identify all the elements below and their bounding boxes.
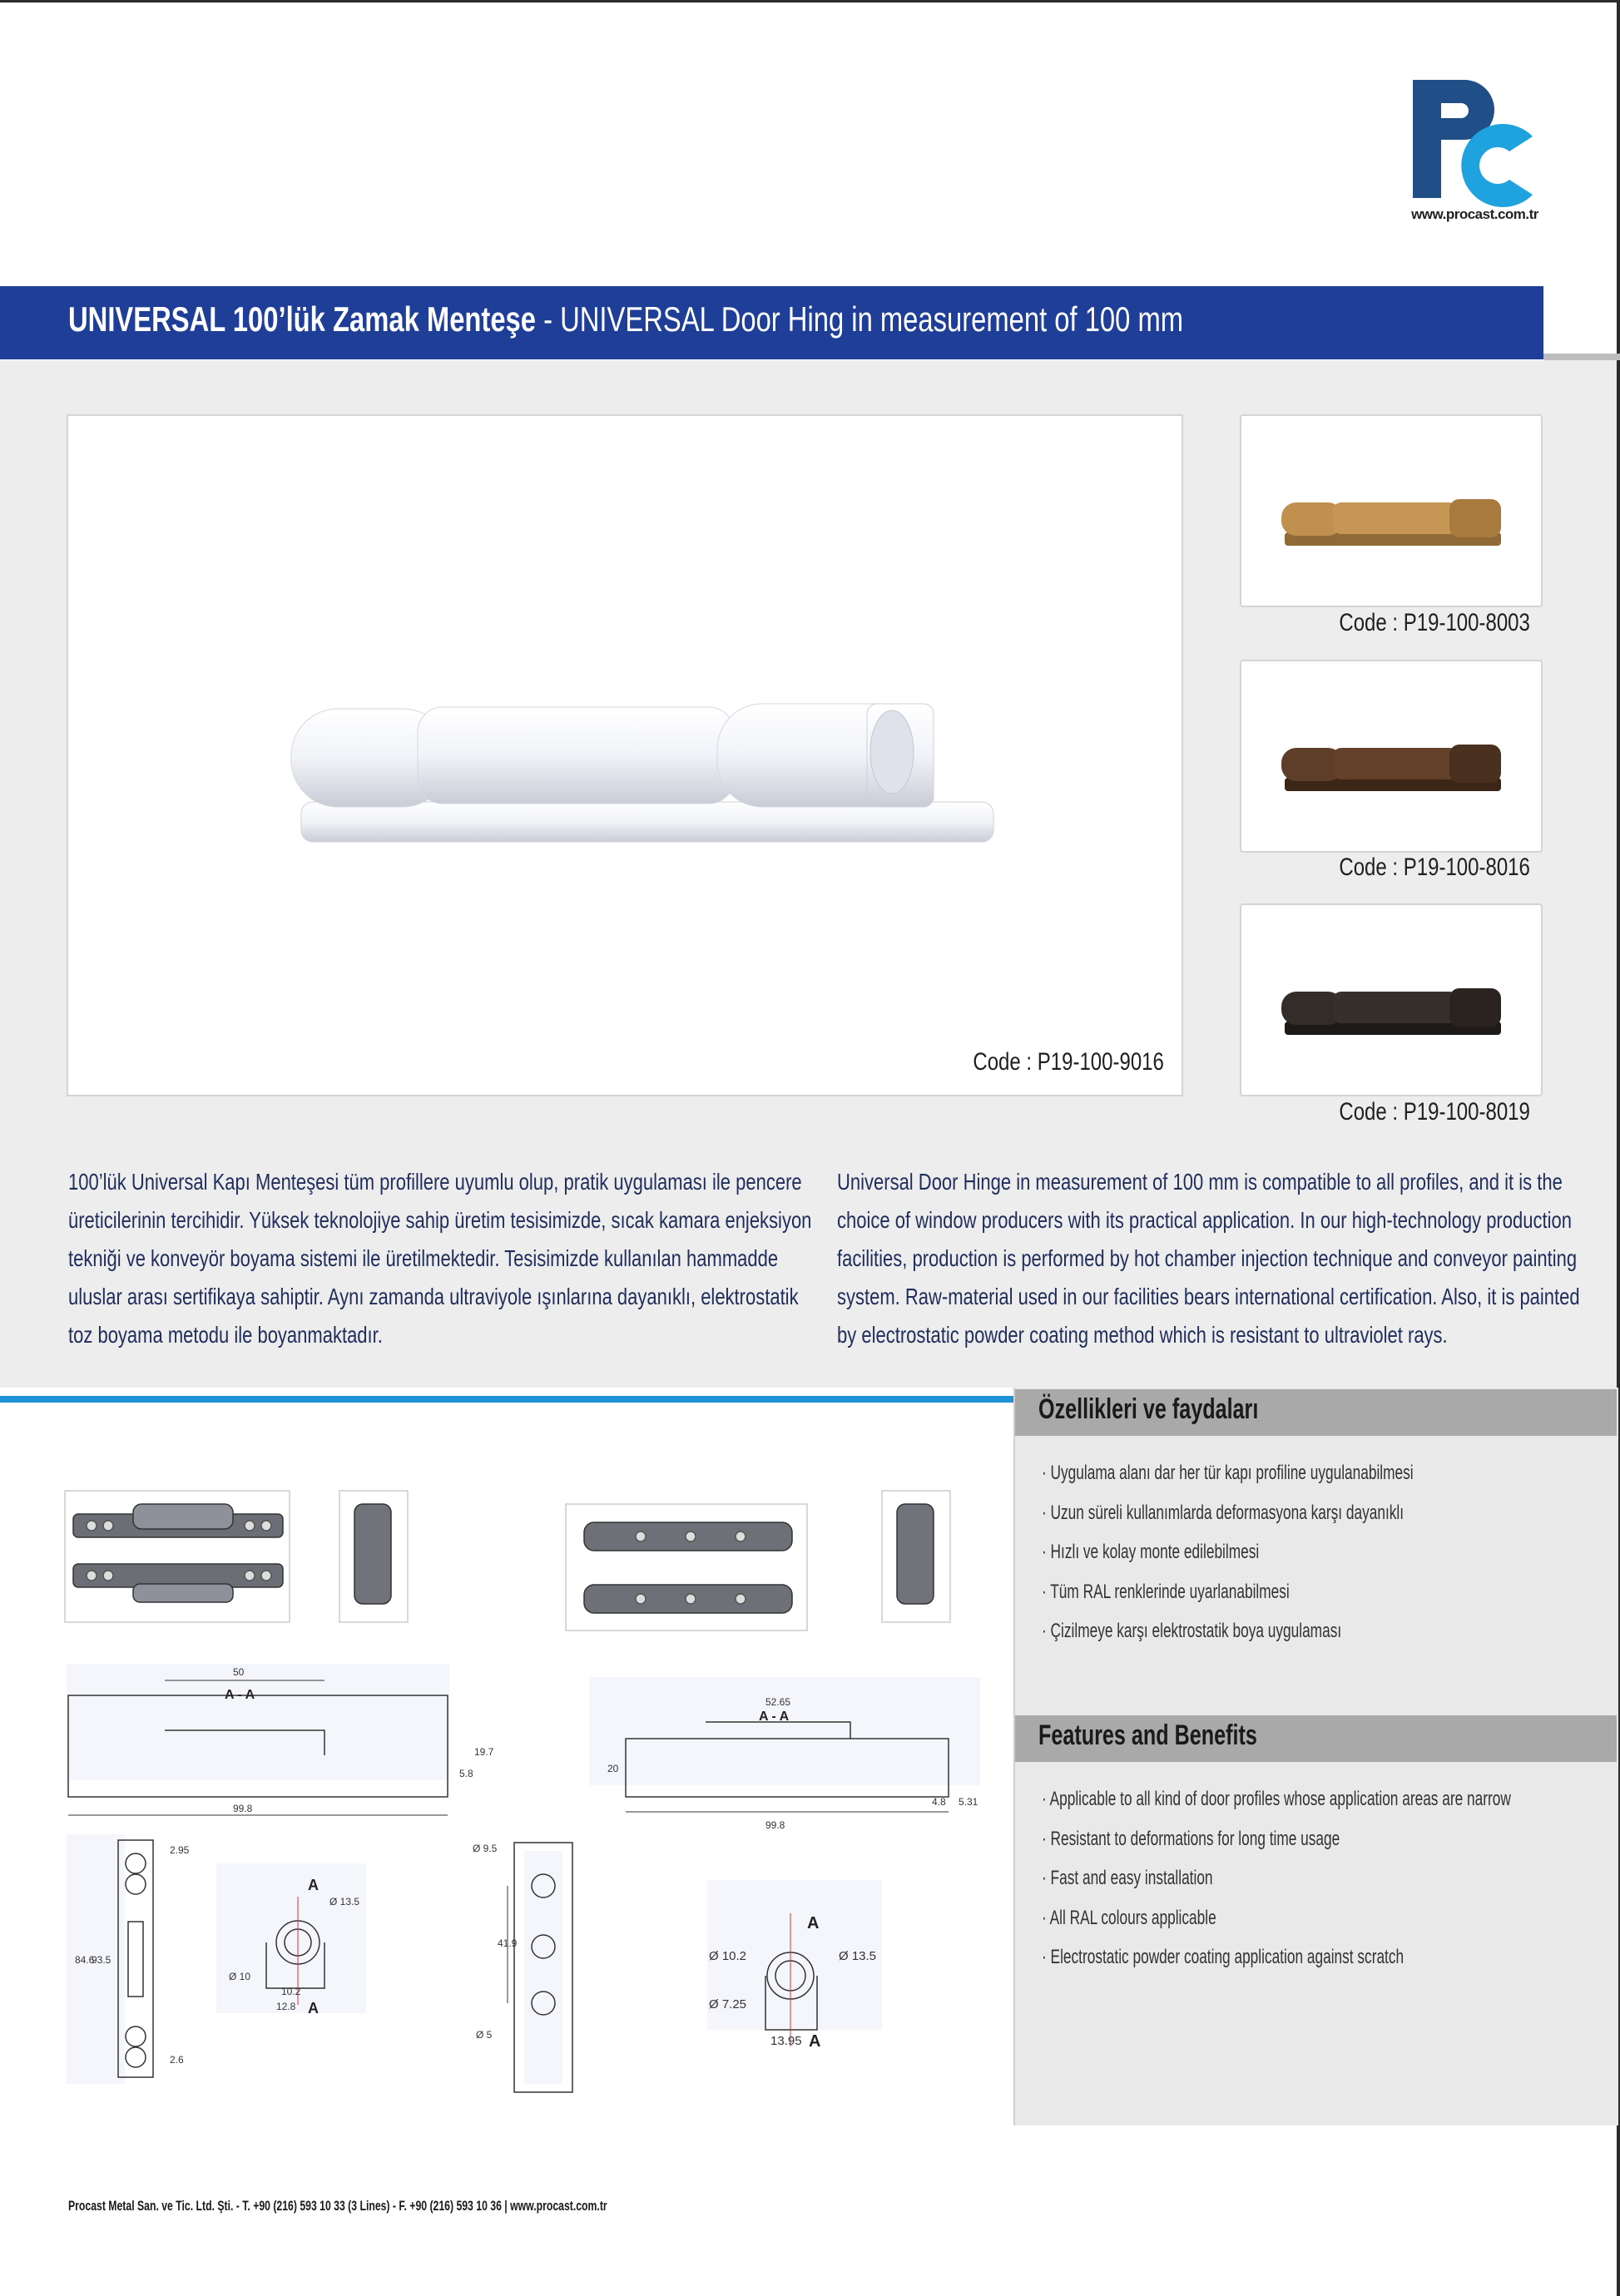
feature-tr-item: · Uzun süreli kullanımlarda deformasyona karşı dayanıklı (1042, 1501, 1404, 1524)
variant-code-8016: Code : P19-100-8016 (1339, 854, 1530, 881)
left-detail-d10: Ø 10 (229, 1971, 251, 1982)
logo-url[interactable]: www.procast.com.tr (1411, 206, 1538, 222)
feature-tr-item: · Tüm RAL renklerinde uyarlanabilmesi (1042, 1580, 1290, 1603)
center-plate-drawing (508, 1843, 572, 2092)
description-tr-line: tekniği ve konveyör boyama sistemi ile üretilmektedir. Tesisimizde kullanılan hammadde (68, 1245, 779, 1271)
description-en (837, 1163, 1620, 1354)
right-detail-drawing (707, 1880, 882, 2046)
title-tr: UNIVERSAL 100’lük Zamak Menteşe (68, 299, 537, 339)
white-hinge-image (68, 416, 1182, 1095)
left-detail-a-top: A (308, 1877, 319, 1893)
right-3d-views (566, 1491, 950, 1630)
right-detail-d7-25: Ø 7.25 (709, 1997, 747, 2011)
feature-en-item: · All RAL colours applicable (1042, 1906, 1216, 1929)
technical-drawings (58, 1481, 998, 2113)
plate-dim-d9-5: Ø 9.5 (473, 1843, 498, 1854)
feature-en-item: · Fast and easy installation (1042, 1867, 1213, 1889)
description-tr (68, 1163, 837, 1354)
page-border-top (0, 0, 1620, 2)
left-dim-99-8: 99.8 (233, 1803, 253, 1814)
description-en-line: choice of window producers with its practical application. In our high-technology production (837, 1207, 1572, 1233)
left-dim-2-6: 2.6 (170, 2054, 184, 2066)
left-dim-19-7: 19.7 (474, 1746, 494, 1758)
title-bar-accent (1543, 354, 1620, 360)
description-tr-line: 100’lük Universal Kapı Menteşesi tüm profillere uyumlu olup, pratik uygulaması ile pencere (68, 1169, 802, 1195)
feature-en-item: · Applicable to all kind of door profiles whose application areas are narrow (1042, 1788, 1511, 1810)
plate-dim-41-9: 41.9 (498, 1937, 518, 1949)
feature-en-item: · Electrostatic powder coating application against scratch (1042, 1946, 1404, 1968)
features-en-heading: Features and Benefits (1038, 1720, 1257, 1751)
variant-thumb-8003[interactable] (1240, 414, 1543, 607)
left-dim-93-5: 93.5 (92, 1954, 111, 1966)
features-tr-list (1042, 1453, 1414, 1651)
right-detail-d13-5: Ø 13.5 (839, 1949, 877, 1963)
right-detail-d10-2: Ø 10.2 (709, 1949, 747, 1963)
right-section-label: A - A (759, 1710, 790, 1724)
right-detail-13-95: 13.95 (770, 2034, 802, 2048)
features-en-list (1042, 1779, 1511, 1977)
feature-tr-item: · Uygulama alanı dar her tür kapı profiline uygulanabilmesi (1042, 1462, 1414, 1484)
section-divider-blue (0, 1396, 1013, 1403)
main-product-photo (67, 414, 1183, 1096)
right-detail-a-bottom: A (809, 2032, 821, 2051)
left-dim-2-95: 2.95 (170, 1844, 190, 1856)
description-en-line: facilities, production is performed by hot chamber injection technique and conveyor painting (837, 1245, 1578, 1271)
feature-tr-item: · Hızlı ve kolay monte edilebilmesi (1042, 1541, 1260, 1563)
variant-thumb-8016[interactable] (1240, 660, 1543, 853)
variant-thumb-8019[interactable] (1240, 903, 1543, 1096)
variant-code-8003: Code : P19-100-8003 (1339, 609, 1530, 636)
left-section-drawing (67, 1664, 449, 1815)
left-dim-84-6: 84.6 (75, 1954, 95, 1966)
description-en-line: by electrostatic powder coating method which is resistant to ultraviolet rays. (837, 1322, 1448, 1348)
description-en-line: Universal Door Hinge in measurement of 100 mm is compatible to all profiles, and it is the (837, 1169, 1563, 1195)
feature-en-item: · Resistant to deformations for long time usage (1042, 1827, 1340, 1850)
hinge-8016-image (1241, 661, 1541, 851)
left-detail-a-bottom: A (308, 2000, 319, 2016)
feature-tr-item: · Çizilmeye karşı elektrostatik boya uygulaması (1042, 1620, 1342, 1642)
main-product-code: Code : P19-100-9016 (973, 1048, 1164, 1076)
right-dim-99-8: 99.8 (765, 1819, 785, 1831)
description-en-line: system. Raw-material used in our facilities bears international certification. Also, it is painted (837, 1284, 1580, 1309)
variant-code-8019: Code : P19-100-8019 (1339, 1098, 1530, 1126)
right-dim-4-8: 4.8 (932, 1796, 946, 1808)
hinge-8019-image (1241, 905, 1541, 1095)
right-dim-5-31: 5.31 (959, 1796, 978, 1808)
left-dim-5-8: 5.8 (459, 1768, 473, 1779)
page-title (68, 299, 1183, 339)
features-tr-heading: Özellikleri ve faydaları (1038, 1393, 1259, 1425)
right-detail-a-top: A (807, 1914, 820, 1932)
plate-dim-d5: Ø 5 (476, 2029, 493, 2041)
left-detail-d13-5: Ø 13.5 (329, 1896, 360, 1908)
left-section-label: A - A (225, 1688, 255, 1702)
left-detail-10-2: 10.2 (281, 1986, 301, 1997)
left-detail-12-8: 12.8 (276, 2001, 296, 2012)
left-dim-50: 50 (233, 1666, 245, 1678)
description-tr-line: toz boyama metodu ile boyanmaktadır. (68, 1322, 383, 1348)
description-tr-line: üreticilerinin tercihidir. Yüksek teknolojiye sahip üretim tesisimizde, sıcak kamara enjeksiyon (68, 1207, 812, 1233)
right-dim-52-65: 52.65 (765, 1696, 791, 1708)
title-separator: - (536, 299, 561, 339)
footer-contact: Procast Metal San. ve Tic. Ltd. Şti. - T. +90 (216) 593 10 33 (3 Lines) - F. +90 (216) 593 10 36 | www.procast.com.tr (68, 2198, 607, 2214)
description-tr-line: uluslar arası sertifikaya sahiptir. Aynı zamanda ultraviyole ışınlarına dayanıklı, elektrostatik (68, 1284, 799, 1309)
left-3d-views (65, 1491, 408, 1622)
hinge-8003-image (1241, 416, 1541, 606)
title-en: UNIVERSAL Door Hing in measurement of 100 mm (560, 299, 1184, 339)
right-dim-20: 20 (607, 1763, 619, 1774)
